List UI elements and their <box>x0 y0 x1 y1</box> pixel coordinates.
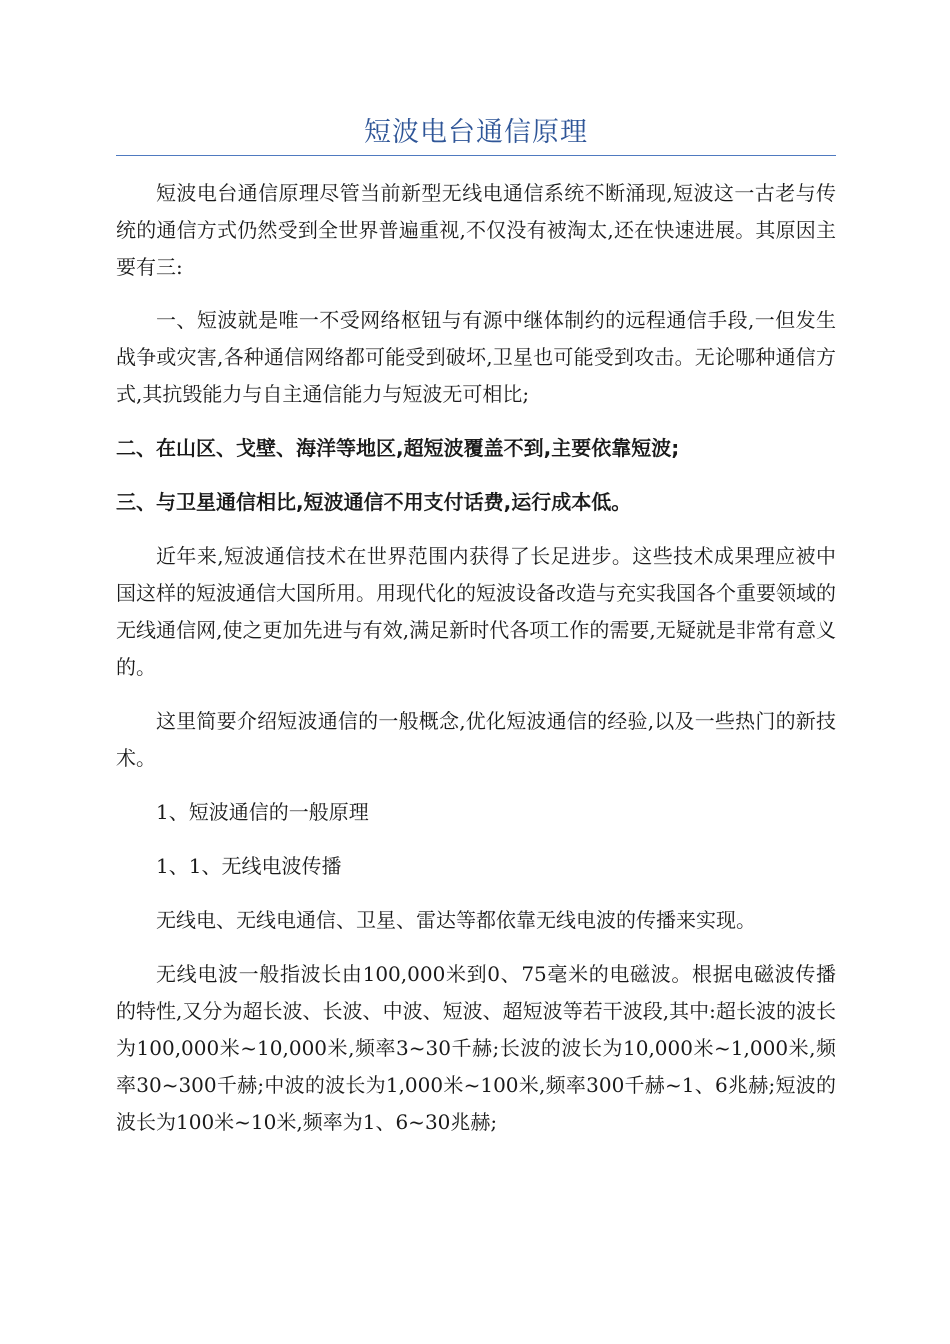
paragraph-overview: 这里简要介绍短波通信的一般概念,优化短波通信的经验,以及一些热门的新技术。 <box>116 709 836 770</box>
paragraph-wavelengths: 无线电波一般指波长由100,000米到0、75毫米的电磁波。根据电磁波传播的特性,又分为超长波、长波、中波、短波、超短波等若干波段,其中:超长波的波长为100,000米~10,000米,频率3~30千赫;长波的波长为10,000米~1,000米,频率30~300千赫;中波的波长为1,000米~100米,频率300千赫~1、6兆赫;短波的波长为100米~10米,频率为1、6~30兆赫; <box>116 962 836 1134</box>
paragraph-reason-two: 二、在山区、戈壁、海洋等地区,超短波覆盖不到,主要依靠短波; <box>116 436 680 460</box>
paragraph-intro: 短波电台通信原理尽管当前新型无线电通信系统不断涌现,短波这一古老与传统的通信方式仍然受到全世界普遍重视,不仅没有被淘太,还在快速进展。其原因主要有三: <box>116 181 836 279</box>
paragraph-radio-waves: 无线电、无线电通信、卫星、雷达等都依靠无线电波的传播来实现。 <box>156 908 756 932</box>
section-heading-1-1: 1、1、无线电波传播 <box>156 854 342 878</box>
document-title: 短波电台通信原理 <box>116 110 836 156</box>
document-page <box>116 110 836 1141</box>
section-heading-1: 1、短波通信的一般原理 <box>156 800 369 824</box>
paragraph-reason-three: 三、与卫星通信相比,短波通信不用支付话费,运行成本低。 <box>116 490 632 514</box>
paragraph-reason-one: 一、短波就是唯一不受网络枢钮与有源中继体制约的远程通信手段,一但发生战争或灾害,各种通信网络都可能受到破坏,卫星也可能受到攻击。无论哪种通信方式,其抗毁能力与自主通信能力与短波无可相比; <box>116 308 836 406</box>
paragraph-recent-progress: 近年来,短波通信技术在世界范围内获得了长足进步。这些技术成果理应被中国这样的短波通信大国所用。用现代化的短波设备改造与充实我国各个重要领域的无线通信网,使之更加先进与有效,满足新时代各项工作的需要,无疑就是非常有意义的。 <box>116 544 836 679</box>
